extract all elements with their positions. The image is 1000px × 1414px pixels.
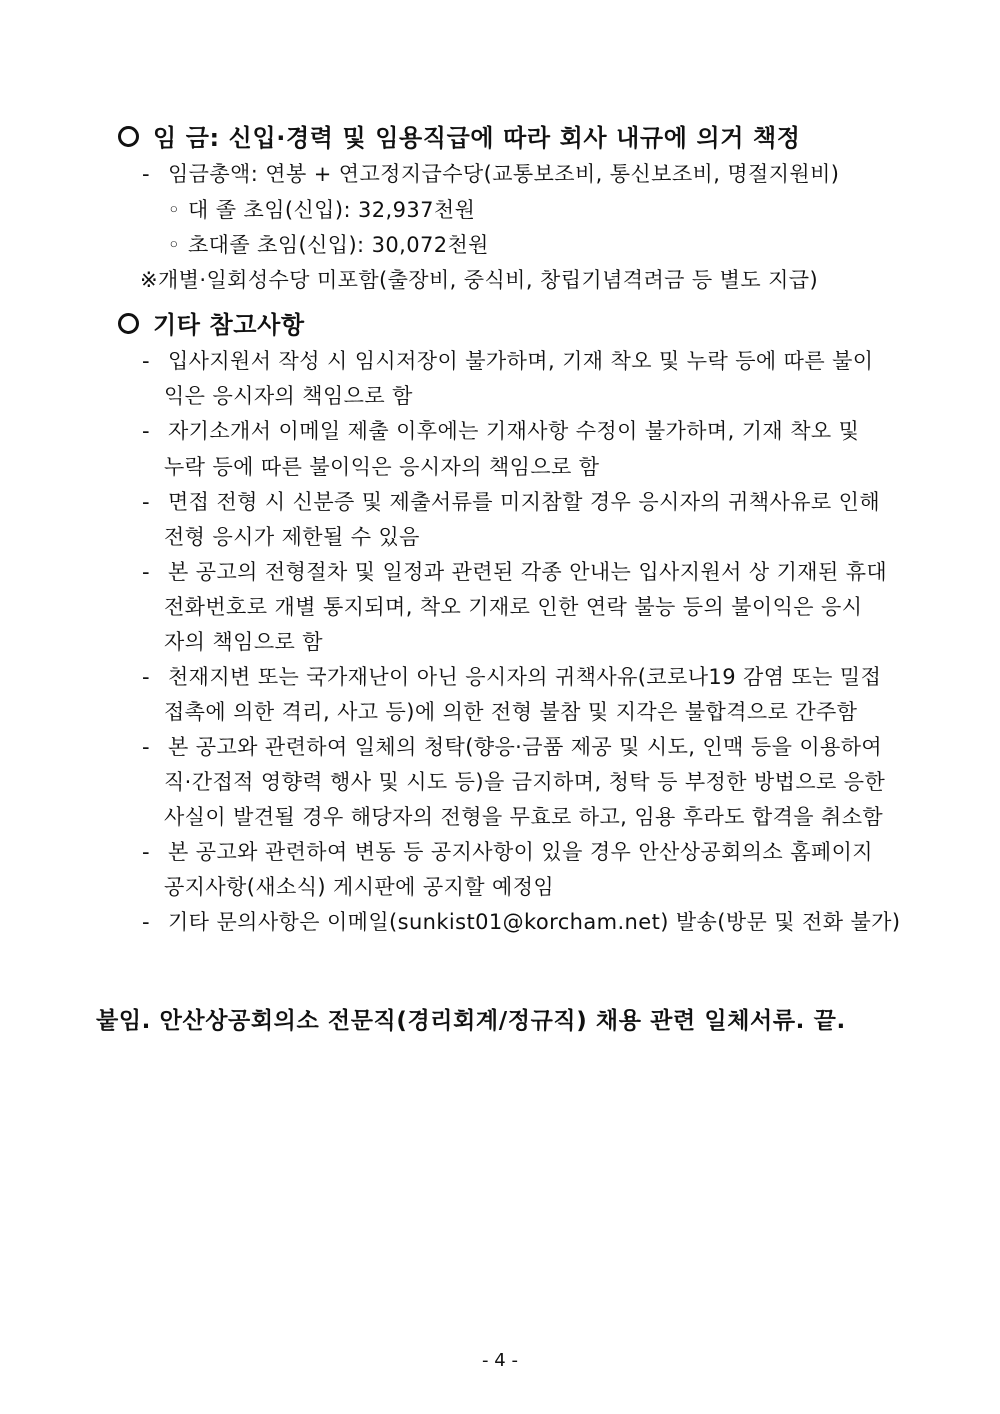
attachment-line: 붙임. 안산상공회의소 전문직(경리회계/정규직) 채용 관련 일체서류. 끝. [96, 1008, 846, 1034]
etc-line: 전화번호로 개별 통지되며, 착오 기재로 인한 연락 불능 등의 불이익은 응시 [164, 595, 863, 619]
dash-bullet: - [142, 560, 150, 584]
etc-line [142, 486, 880, 516]
etc-line [142, 906, 900, 936]
sub-bullet-icon: ◦ [167, 198, 181, 222]
etc-line-text: 본 공고와 관련하여 일체의 청탁(향응·금품 제공 및 시도, 인맥 등을 이용하여 [168, 735, 883, 759]
etc-line: 접촉에 의한 격리, 사고 등)에 의한 전형 불참 및 지각은 불합격으로 간주함 [164, 700, 858, 724]
dash-bullet: - [142, 490, 150, 514]
dash-bullet: - [142, 910, 150, 934]
etc-line-text: 자기소개서 이메일 제출 이후에는 기재사항 수정이 불가하며, 기재 착오 및 [168, 419, 860, 443]
etc-line [142, 836, 873, 866]
etc-heading [118, 305, 305, 340]
etc-line-text: 본 공고의 전형절차 및 일정과 관련된 각종 안내는 입사지원서 상 기재된 휴대 [168, 560, 888, 584]
etc-line: 익은 응시자의 책임으로 함 [164, 384, 413, 408]
etc-line [142, 731, 882, 761]
etc-line [142, 415, 859, 445]
wage-item-univ [160, 194, 475, 224]
dash-bullet: - [142, 735, 150, 759]
etc-line: 사실이 발견될 경우 해당자의 전형을 무효로 하고, 임용 후라도 합격을 취소함 [164, 805, 884, 829]
etc-line-text: 본 공고와 관련하여 변동 등 공지사항이 있을 경우 안산상공회의소 홈페이지 [168, 840, 873, 864]
etc-line [142, 556, 887, 586]
wage-item-text: 초대졸 초임(신입): 30,072천원 [188, 233, 489, 257]
dash-bullet: - [142, 349, 150, 373]
etc-line-text: 천재지변 또는 국가재난이 아닌 응시자의 귀책사유(코로나19 감염 또는 밀접 [168, 665, 882, 689]
dash-bullet: - [142, 665, 150, 689]
dash-bullet: - [142, 162, 150, 186]
wage-item-text: 임금총액: 연봉 + 연고정지급수당(교통보조비, 통신보조비, 명절지원비) [168, 162, 840, 186]
page-number: - 4 - [482, 1350, 518, 1371]
etc-line: 누락 등에 따른 불이익은 응시자의 책임으로 함 [164, 455, 600, 479]
wage-heading-text: 임 금: 신입·경력 및 임용직급에 따라 회사 내규에 의거 책정 [153, 124, 801, 152]
wage-note: ※개별·일회성수당 미포함(출장비, 중식비, 창립기념격려금 등 별도 지급) [140, 268, 819, 292]
wage-item-text: 대 졸 초임(신입): 32,937천원 [188, 198, 476, 222]
dash-bullet: - [142, 419, 150, 443]
sub-bullet-icon: ◦ [167, 233, 181, 257]
etc-line: 직·간접적 영향력 행사 및 시도 등)을 금지하며, 청탁 등 부정한 방법으로 응한 [164, 770, 886, 794]
wage-item-total [142, 158, 839, 188]
etc-line: 공지사항(새소식) 게시판에 공지할 예정임 [164, 875, 555, 899]
etc-line-text: 면접 전형 시 신분증 및 제출서류를 미지참할 경우 응시자의 귀책사유로 인해 [168, 490, 881, 514]
etc-line-text: 입사지원서 작성 시 임시저장이 불가하며, 기재 착오 및 누락 등에 따른 불이 [168, 349, 874, 373]
etc-line [142, 661, 881, 691]
wage-heading [118, 118, 801, 153]
etc-line-text: 기타 문의사항은 이메일(sunkist01@korcham.net) 발송(방문 및 전화 불가) [168, 910, 901, 934]
etc-line: 자의 책임으로 함 [164, 630, 323, 654]
etc-heading-text: 기타 참고사항 [153, 311, 305, 339]
circle-bullet-icon [118, 313, 139, 334]
etc-line [142, 345, 873, 375]
circle-bullet-icon [118, 126, 139, 147]
dash-bullet: - [142, 840, 150, 864]
etc-line: 전형 응시가 제한될 수 있음 [164, 525, 420, 549]
wage-item-college [160, 229, 489, 259]
